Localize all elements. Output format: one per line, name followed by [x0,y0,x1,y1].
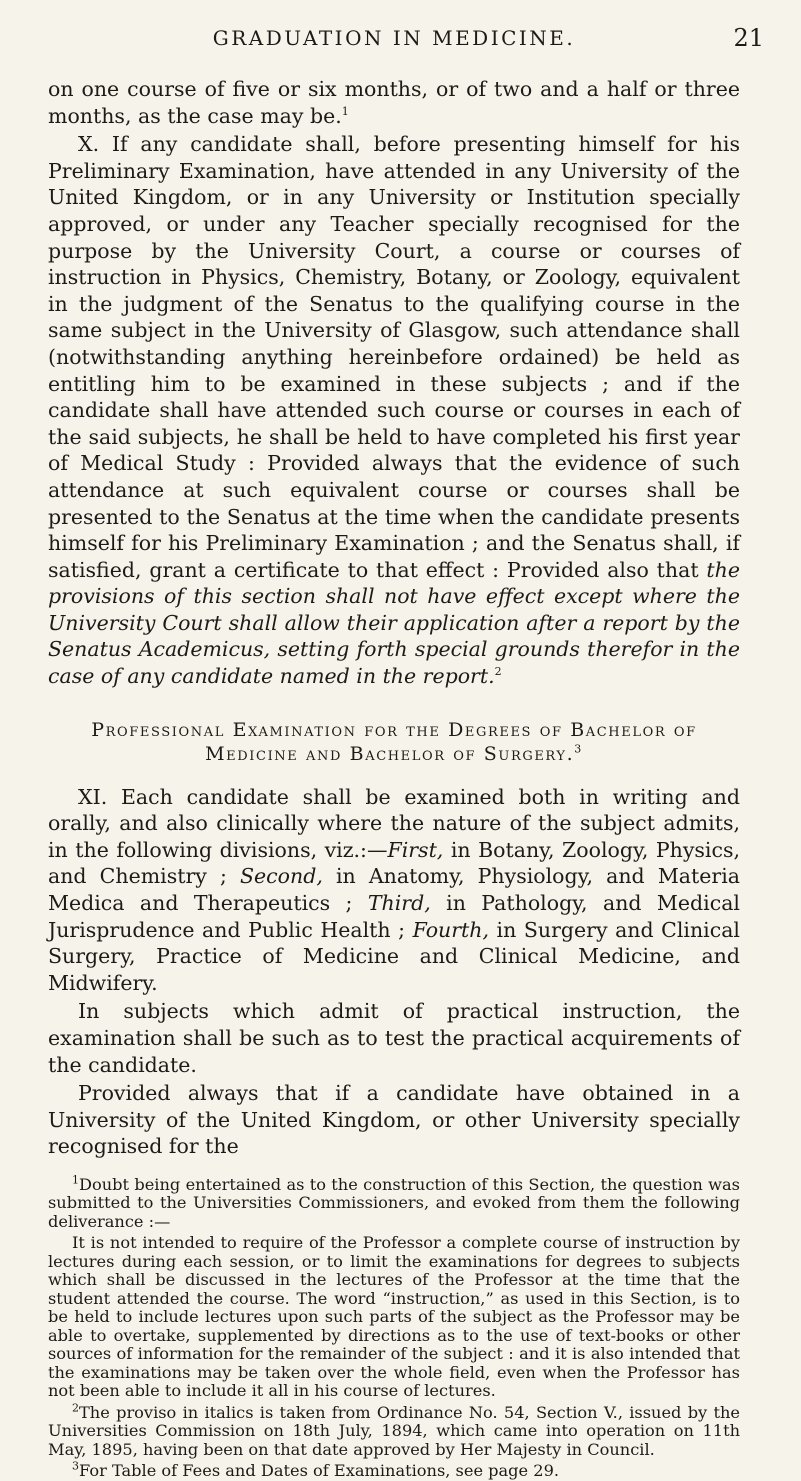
division-third-subjects: in Pathology, and Medical Jurisprudence and Public Health ; [48,891,740,942]
page-number: 21 [733,24,764,52]
division-fourth-subjects: in Surgery and Clinical Surgery, Practice of Medicine and Clinical Medicine, and Midwifery. [48,917,740,995]
paragraph-continuation [48,76,740,129]
footnote-ref-3: 3 [574,742,583,756]
section-heading-text: Professional Examination for the Degrees of Bachelor of Medicine and Bachelor of Surgery. [91,718,697,765]
footnote-3-text: For Table of Fees and Dates of Examinations, see page 29. [79,1461,560,1481]
footnote-1 [48,1173,740,1232]
section-x-italic-proviso: the provisions of this section shall not have effect except where the University Court shall allow their application after a report by the Senatus Academicus, setting forth special grounds therefor in the case of any candidate named in the report. [48,557,740,689]
page-body [48,76,740,1160]
division-first-subjects: in Botany, Zoology, Physics, and Chemistry ; [48,837,740,889]
footnote-1-mark: 1 [72,1173,79,1187]
division-fourth-label: Fourth, [412,917,490,942]
section-xi-paragraph [48,784,740,997]
section-x-text: X. If any candidate shall, before presenting himself for his Preliminary Examination, have attended in any University of the United Kingdom, or in any University or Institution specially approved, or under any Teacher specially recognised for the purpose by the University Court, a course or courses of instruction in Physics, Chemistry, Botany, or Zoology, equivalent in the judgment of the Senatus to the qualifying course in the same subject in the University of Glasgow, such attendance shall (notwithstanding anything hereinbefore ordained) be held as entitling him to be examined in these subjects ; and if the candidate shall have attended such course or courses in each of the said subjects, he shall be held to have completed his first year of Medical Study : Provided always that the evidence of such attendance at such equivalent course or courses shall be presented to the Senatus at the time when the candidate presents himself for his Preliminary Examination ; and the Senatus shall, if satisfied, grant a certificate to that effect : Provided also that [48,132,740,582]
division-second-subjects: in Anatomy, Physiology, and Materia Medica and Therapeutics ; [48,864,740,916]
footnote-3-mark: 3 [72,1460,79,1474]
document-page [0,24,801,1481]
proviso-paragraph: Provided always that if a candidate have obtained in a University of the United Kingdom, or other University specially recognised for the [48,1081,740,1159]
footnote-2 [48,1401,740,1460]
section-heading [58,718,730,766]
division-second-label: Second, [240,864,323,889]
footnote-ref-2: 2 [494,665,502,679]
section-x-paragraph [48,131,740,689]
practical-instruction-paragraph: In subjects which admit of practical instruction, the examination shall be such as to test the practical acquirements of the candidate. [48,999,740,1077]
footnote-ref-1: 1 [341,104,349,118]
footnote-1-text: Doubt being entertained as to the construction of this Section, the question was submitted to the Universities Commissioners, and evoked from them the following deliverance :— [48,1174,740,1231]
division-first-label: First, [387,837,444,862]
section-xi-intro: XI. Each candidate shall be examined both in writing and orally, and also clinically where the nature of the subject admits, in the following divisions, viz.:— [48,784,740,862]
paragraph-text: on one course of five or six months, or of two and a half or three months, as the case may be. [48,77,740,128]
footnote-1-continuation: It is not intended to require of the Professor a complete course of instruction by lectures during each session, or to limit the examinations for degrees to subjects which shall be discussed in the lectures of the Professor at the time that the student attended the course. The word “instruction,” as used in this Section, is to be held to include lectures upon such parts of the subject as the Professor may be able to overtake, supplemented by directions as to the use of text-books or other sources of information for the remainder of the subject : and it is also intended that the examinations may be taken over the whole field, even when the Professor has not been able to include it all in his course of lectures. [48,1233,740,1401]
division-third-label: Third, [367,891,431,916]
footnote-3 [48,1462,740,1481]
footnotes [48,1173,740,1481]
footnote-2-mark: 2 [72,1401,79,1415]
page-header [48,24,764,76]
running-title: GRADUATION IN MEDICINE. [212,26,576,50]
footnote-2-text: The proviso in italics is taken from Ordinance No. 54, Section V., issued by the Universities Commission on 18th July, 1894, which came into operation on 11th May, 1895, having been on that date approved by Her Majesty in Council. [48,1402,740,1459]
